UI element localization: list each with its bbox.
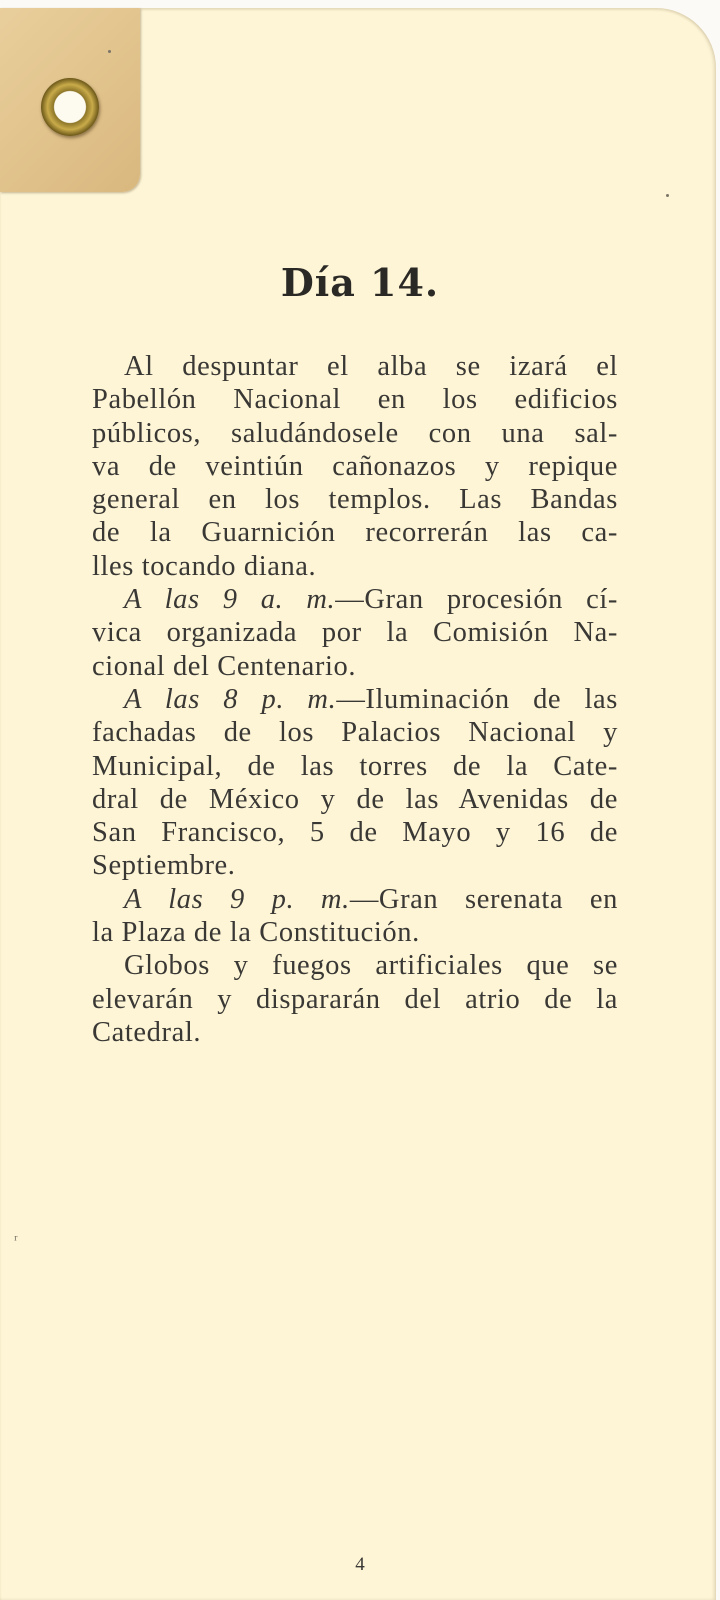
time-label: A las 9 a. m. (124, 584, 336, 616)
text-fragment: —Iluminación de las (336, 683, 618, 715)
binding-tab (0, 8, 140, 192)
text-line: públicos, saludándosele con una sal- (92, 417, 618, 449)
text-line: Municipal, de las torres de la Cate- (92, 750, 618, 782)
stray-ink-mark: ʳ (14, 1232, 18, 1249)
program-card (0, 8, 716, 1600)
text-line: general en los templos. Las Bandas (92, 484, 618, 516)
text-line: dral de México y de las Avenidas de (92, 783, 618, 815)
text-line (92, 883, 618, 916)
text-line (92, 583, 618, 616)
text-line: la Plaza de la Constitución. (92, 917, 420, 949)
text-line: cional del Centenario. (92, 650, 357, 682)
text-line (92, 683, 618, 716)
time-label: A las 8 p. m. (124, 683, 337, 715)
text-line: vica organizada por la Comisión Na- (92, 617, 618, 649)
page-title: Día 14. (280, 260, 440, 305)
text-fragment: —Gran procesión cí- (335, 584, 618, 616)
page-number: 4 (355, 1554, 365, 1575)
text-line: San Francisco, 5 de Mayo y 16 de (92, 817, 618, 849)
time-label: A las 9 p. m. (124, 883, 350, 915)
ink-speck (666, 194, 669, 197)
text-line: de la Guarnición recorrerán las ca- (92, 517, 618, 549)
text-line: Catedral. (92, 1016, 202, 1048)
ink-speck (108, 50, 111, 53)
text-fragment: —Gran serenata en (349, 883, 618, 915)
text-line: Pabellón Nacional en los edificios (92, 384, 618, 416)
text-line: fachadas de los Palacios Nacional y (92, 717, 618, 749)
program-text (92, 350, 618, 1049)
text-line: elevarán y dispararán del atrio de la (92, 983, 618, 1015)
text-line: Globos y fuegos artificiales que se (124, 950, 618, 982)
text-line: va de veintiún cañonazos y repique (92, 450, 618, 482)
text-line: Al despuntar el alba se izará el (124, 351, 618, 382)
text-line: Septiembre. (92, 850, 236, 882)
text-line: lles tocando diana. (92, 550, 317, 582)
grommet-icon (41, 78, 99, 136)
